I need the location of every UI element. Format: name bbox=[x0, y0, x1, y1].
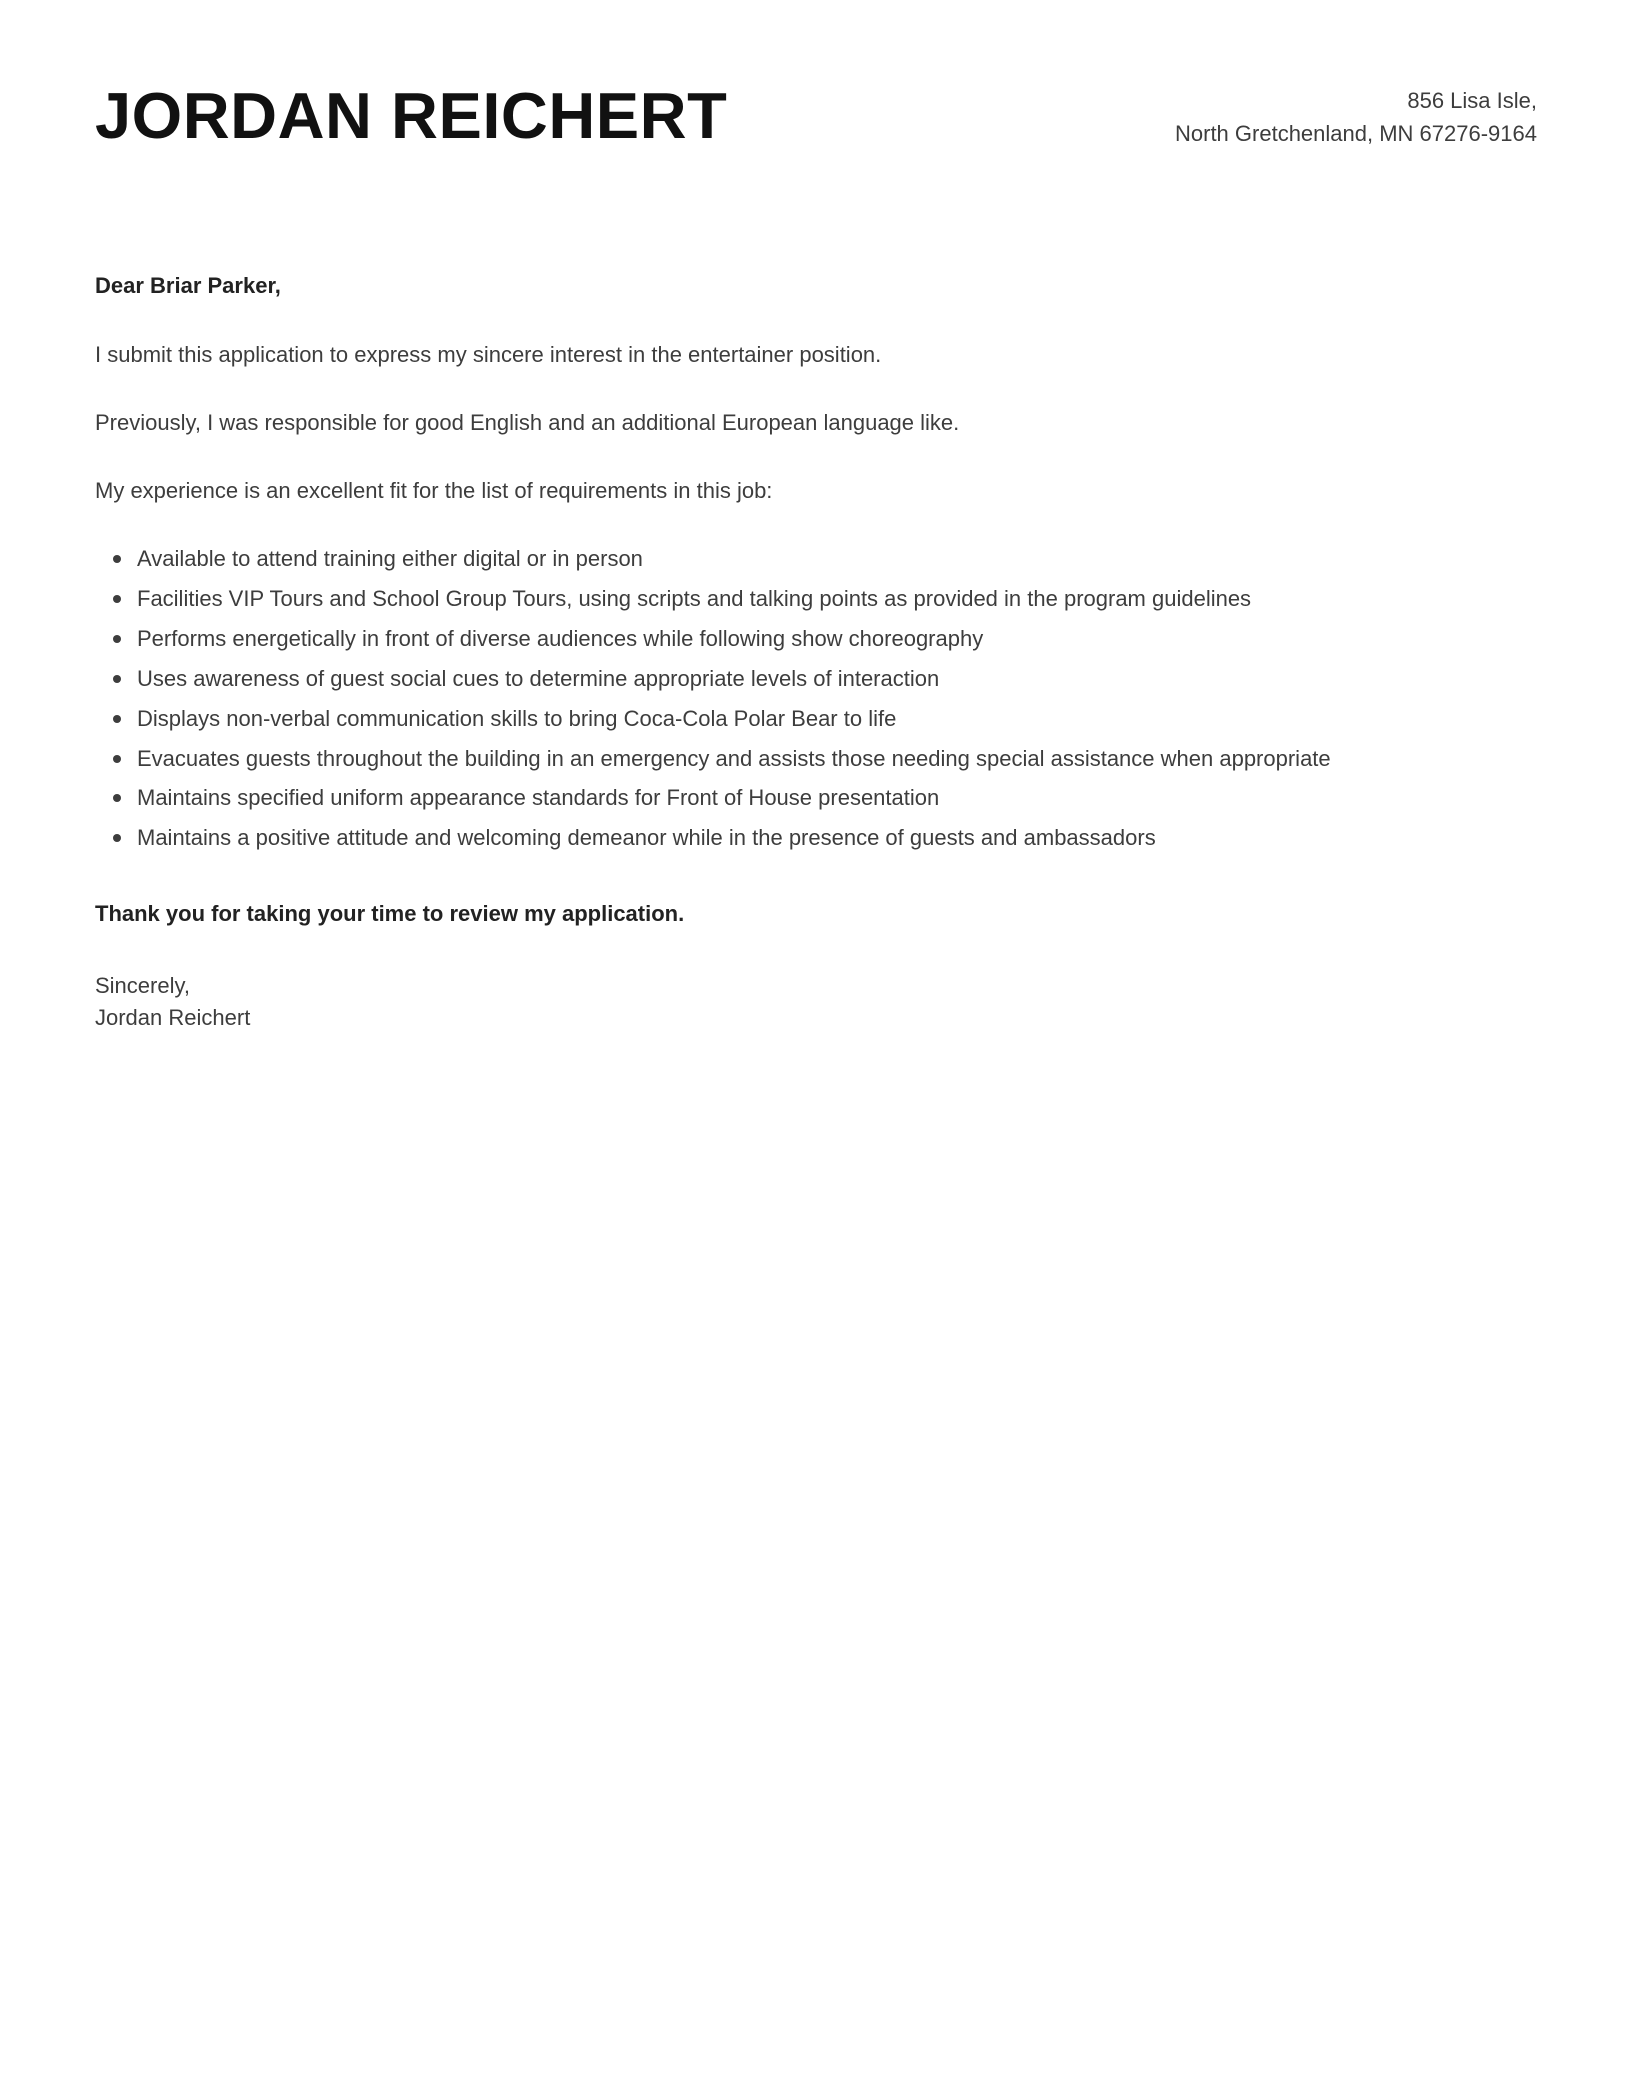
signature-name: Jordan Reichert bbox=[95, 1004, 251, 1030]
applicant-name: JORDAN REICHERT bbox=[95, 79, 728, 152]
list-item: Maintains specified uniform appearance standards for Front of House presentation bbox=[95, 782, 1537, 814]
list-item: Facilities VIP Tours and School Group Tours, using scripts and talking points as provided in the program guidelines bbox=[95, 583, 1537, 615]
paragraph-experience: Previously, I was responsible for good English and an additional European language like. bbox=[95, 410, 960, 436]
closing-line: Thank you for taking your time to review my application. bbox=[95, 901, 685, 927]
letter-header bbox=[95, 62, 1537, 152]
requirements-list bbox=[95, 543, 1537, 854]
list-item: Uses awareness of guest social cues to determine appropriate levels of interaction bbox=[95, 663, 1537, 695]
list-item: Displays non-verbal communication skills to bring Coca-Cola Polar Bear to life bbox=[95, 703, 1537, 735]
address-line-1: 856 Lisa Isle, bbox=[1407, 88, 1537, 113]
list-item: Performs energetically in front of diverse audiences while following show choreography bbox=[95, 623, 1537, 655]
address-line-2: North Gretchenland, MN 67276-9164 bbox=[1175, 121, 1537, 146]
list-item: Evacuates guests throughout the building in an emergency and assists those needing special assistance when appropriate bbox=[95, 743, 1537, 775]
applicant-address bbox=[1175, 62, 1537, 150]
list-item: Available to attend training either digital or in person bbox=[95, 543, 1537, 575]
letter-body bbox=[95, 270, 1537, 1034]
signoff: Sincerely, bbox=[95, 973, 190, 999]
signoff-block bbox=[95, 970, 1537, 1034]
paragraph-fit: My experience is an excellent fit for the list of requirements in this job: bbox=[95, 478, 773, 504]
paragraph-intro: I submit this application to express my sincere interest in the entertainer position. bbox=[95, 342, 882, 368]
salutation: Dear Briar Parker, bbox=[95, 272, 281, 298]
list-item: Maintains a positive attitude and welcoming demeanor while in the presence of guests and ambassadors bbox=[95, 822, 1537, 854]
